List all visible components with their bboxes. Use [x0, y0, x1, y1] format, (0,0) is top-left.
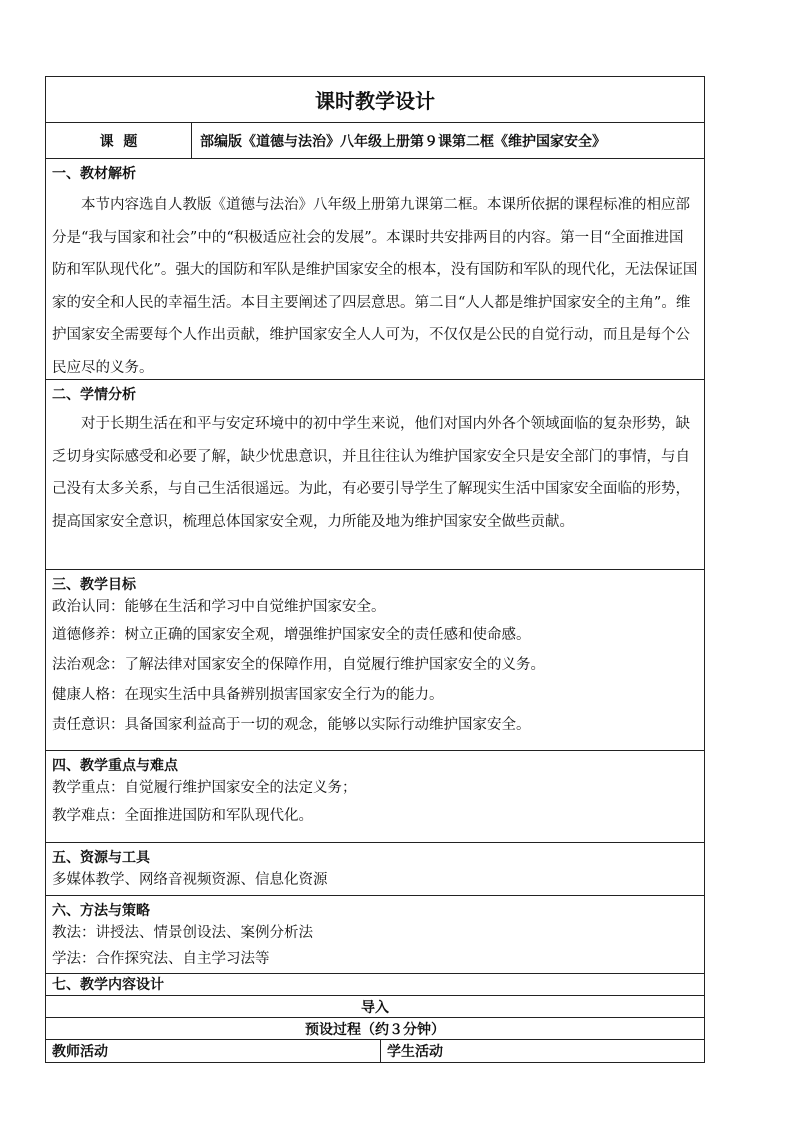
section-paragraph: 对于长期生活在和平与安定环境中的初中学生来说，他们对国内外各个领域面临的复杂形势，缺乏切身实际感受和必要了解，缺少忧患意识，并且往往认为维护国家安全只是安全部门的事情，与自己没有太多关系，与自己生活很遥远。为此，有必要引导学生了解现实生活中国家安全面临的形势，提高国家安全意识，梳理总体国家安全观，力所能及地为维护国家安全做些贡献。	[52, 416, 690, 530]
goal-line: 健康人格：在现实生活中具备辨别损害国家安全行为的能力。	[52, 687, 444, 703]
topic-row	[46, 123, 704, 159]
section-resources	[46, 843, 704, 896]
goal-line: 道德修养：树立正确的国家安全观，增强维护国家安全的责任感和使命感。	[52, 627, 531, 643]
goal-line: 责任意识：具备国家利益高于一切的观念，能够以实际行动维护国家安全。	[52, 717, 531, 733]
topic-label: 课 题	[46, 123, 192, 158]
section-teaching-goals	[46, 570, 704, 751]
lead-in-label: 导入	[46, 996, 704, 1018]
section-content-design	[46, 974, 704, 996]
resource-line: 多媒体教学、网络音视频资源、信息化资源	[52, 872, 328, 888]
activity-header-row	[46, 1040, 704, 1062]
section-heading: 四、教学重点与难点	[52, 758, 178, 774]
process-label: 预设过程（约３分钟）	[46, 1018, 704, 1040]
method-line: 教法：讲授法、情景创设法、案例分析法	[52, 925, 313, 941]
section-paragraph: 本节内容选自人教版《道德与法治》八年级上册第九课第二框。本课所依据的课程标准的相应部分是“我与国家和社会”中的“积极适应社会的发展”。本课时共安排两目的内容。第一目“全面推进国防和军队现代化”。强大的国防和军队是维护国家安全的根本，没有国防和军队的现代化，无法保证国家的安全和人民的幸福生活。本目主要阐述了四层意思。第二目“人人都是维护国家安全的主角”。维护国家安全需要每个人作出贡献，维护国家安全人人可为，不仅仅是公民的自觉行动，而且是每个公民应尽的义务。	[52, 197, 698, 376]
section-student-analysis	[46, 380, 704, 570]
section-heading: 七、教学内容设计	[52, 976, 164, 993]
goal-line: 法治观念：了解法律对国家安全的保障作用，自觉履行维护国家安全的义务。	[52, 657, 545, 673]
goal-line: 政治认同：能够在生活和学习中自觉维护国家安全。	[52, 599, 386, 615]
lesson-design-table	[45, 76, 705, 1063]
section-heading: 一、教材解析	[52, 166, 136, 182]
key-point-line: 教学难点：全面推进国防和军队现代化。	[52, 808, 313, 824]
student-activity-header: 学生活动	[387, 1044, 443, 1060]
section-key-points	[46, 751, 704, 843]
key-point-line: 教学重点：自觉履行维护国家安全的法定义务；	[52, 780, 357, 796]
topic-value: 部编版《道德与法治》八年级上册第９课第二框《维护国家安全》	[200, 133, 606, 150]
section-methods	[46, 896, 704, 974]
teacher-activity-header: 教师活动	[46, 1040, 381, 1062]
section-heading: 五、资源与工具	[52, 850, 150, 866]
section-textbook-analysis	[46, 159, 704, 380]
document-title: 课时教学设计	[46, 77, 704, 123]
method-line: 学法：合作探究法、自主学习法等	[52, 951, 270, 967]
section-heading: 二、学情分析	[52, 387, 136, 403]
section-heading: 六、方法与策略	[52, 903, 150, 919]
section-heading: 三、教学目标	[52, 577, 136, 593]
